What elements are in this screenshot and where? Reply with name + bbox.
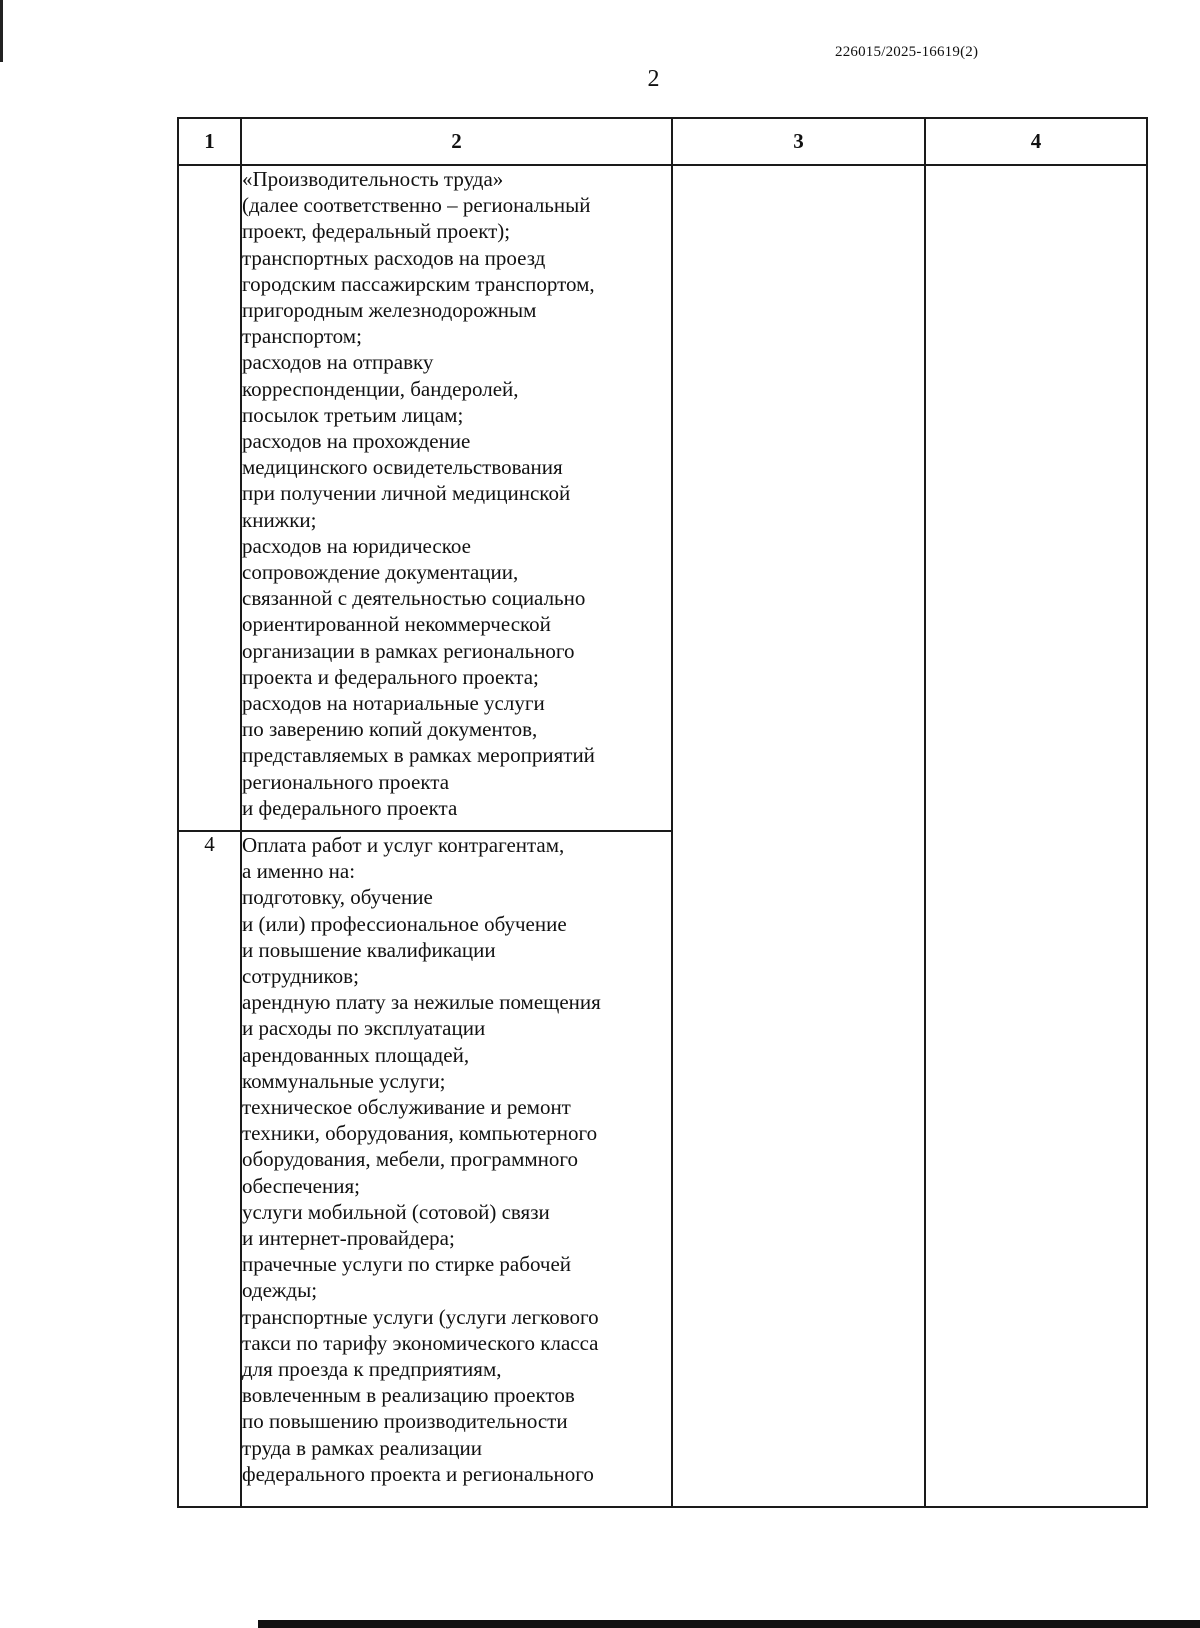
text-line: сопровождение документации, (242, 560, 519, 585)
text-line: пригородным железнодорожным (242, 298, 537, 323)
text-line: «Производительность труда» (242, 167, 504, 191)
table-header-row (178, 118, 1147, 165)
text-line: прачечные услуги по стирке рабочей (242, 1252, 572, 1277)
text-line: Оплата работ и услуг контрагентам, (242, 833, 565, 857)
text-line: транспортные услуги (услуги легкового (242, 1304, 599, 1329)
text-line: книжки; (242, 507, 317, 532)
text-line: организации в рамках регионального (242, 638, 575, 663)
text-line: ориентированной некоммерческой (242, 612, 551, 637)
text-line: подготовку, обучение (242, 885, 433, 910)
text-line: техники, оборудования, компьютерного (242, 1121, 598, 1146)
text-line: и расходы по эксплуатации (242, 1016, 486, 1041)
text-line: расходов на нотариальные услуги (242, 691, 545, 716)
text-line: транспортных расходов на проезд (242, 245, 546, 270)
text-line: и повышение квалификации (242, 937, 496, 962)
text-line: и федерального проекта (242, 795, 458, 820)
text-line: обеспечения; (242, 1173, 360, 1198)
text-line: расходов на отправку (242, 350, 434, 375)
text-line: регионального проекта (242, 769, 450, 794)
column-header-4: 4 (925, 118, 1147, 165)
row-number-cell: 4 (178, 831, 241, 1507)
text-line: (далее соответственно – региональный (242, 193, 591, 218)
scan-edge-mark (0, 0, 3, 62)
text-line: расходов на прохождение (242, 429, 471, 454)
column-3-cell (672, 165, 925, 1507)
table-row (178, 165, 1147, 831)
text-line: оборудования, мебели, программного (242, 1147, 578, 1172)
text-line: представляемых в рамках мероприятий (242, 743, 595, 768)
text-line: медицинского освидетельствования (242, 455, 563, 480)
row-number-cell (178, 165, 241, 831)
column-4-cell (925, 165, 1147, 1507)
text-line: арендную плату за нежилые помещения (242, 990, 601, 1015)
text-line: проекта и федерального проекта; (242, 664, 539, 689)
column-header-3: 3 (672, 118, 925, 165)
text-line: по повышению производительности (242, 1409, 568, 1434)
scan-edge-mark (258, 1620, 1200, 1628)
column-header-1: 1 (178, 118, 241, 165)
text-line: связанной с деятельностью социально (242, 586, 586, 611)
text-line: федерального проекта и регионального (242, 1461, 594, 1486)
text-line: посылок третьим лицам; (242, 402, 464, 427)
text-line: расходов на юридическое (242, 533, 471, 558)
text-line: корреспонденции, бандеролей, (242, 376, 519, 401)
text-line: техническое обслуживание и ремонт (242, 1095, 571, 1120)
document-table (177, 117, 1148, 1508)
text-line: услуги мобильной (сотовой) связи (242, 1199, 550, 1224)
row-description-cell (241, 165, 672, 831)
page-number: 2 (647, 66, 660, 92)
text-line: по заверению копий документов, (242, 717, 538, 742)
text-line: такси по тарифу экономического класса (242, 1330, 599, 1355)
text-line: транспортом; (242, 324, 362, 349)
column-header-2: 2 (241, 118, 672, 165)
text-line: проект, федеральный проект); (242, 219, 511, 244)
text-line: арендованных площадей, (242, 1042, 470, 1067)
text-line: а именно на: (242, 859, 356, 884)
text-line: и интернет-провайдера; (242, 1226, 455, 1251)
text-line: коммунальные услуги; (242, 1068, 446, 1093)
text-line: и (или) профессиональное обучение (242, 911, 567, 936)
text-line: одежды; (242, 1278, 318, 1303)
text-line: городским пассажирским транспортом, (242, 271, 595, 296)
text-line: для проезда к предприятиям, (242, 1357, 502, 1382)
document-registration-number: 226015/2025-16619(2) (835, 44, 979, 60)
text-line: вовлеченным в реализацию проектов (242, 1383, 575, 1408)
text-line: труда в рамках реализации (242, 1435, 482, 1460)
row-description-cell (241, 831, 672, 1507)
text-line: при получении личной медицинской (242, 481, 571, 506)
text-line: сотрудников; (242, 964, 359, 989)
